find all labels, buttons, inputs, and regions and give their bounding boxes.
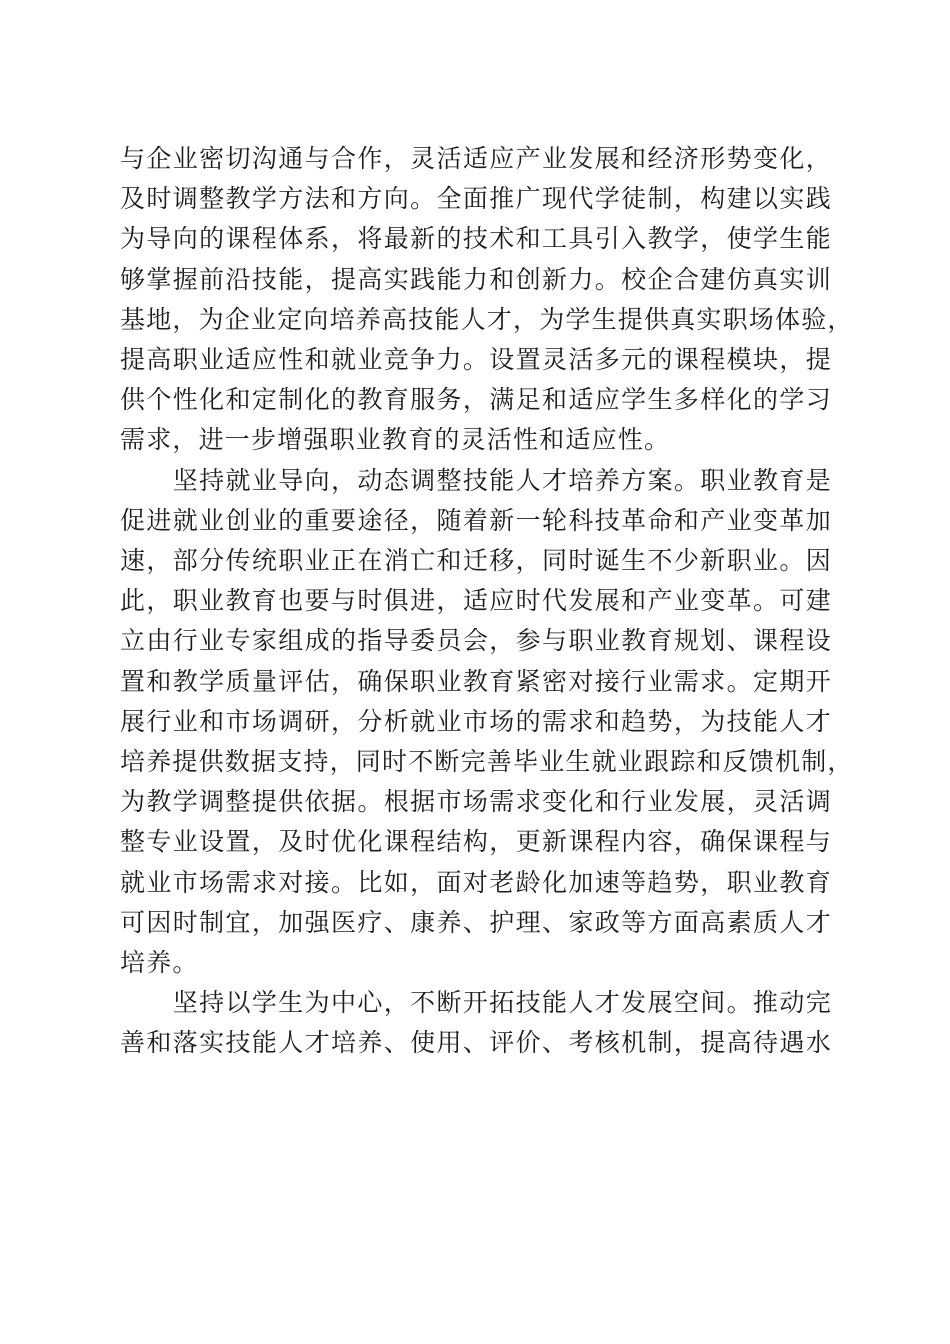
text-line: 培养。 [120, 948, 199, 978]
text-line: 坚持以学生为中心，不断开拓技能人才发展空间。推动完 [120, 988, 832, 1018]
text-line: 供个性化和定制化的教育服务，满足和适应学生多样化的学习 [120, 385, 832, 415]
paragraph-3 [120, 983, 832, 1063]
text-line: 立由行业专家组成的指导委员会，参与职业教育规划、课程设 [120, 626, 832, 656]
text-line: 可因时制宜，加强医疗、康养、护理、家政等方面高素质人才 [120, 907, 832, 937]
text-line: 整专业设置，及时优化课程结构，更新课程内容，确保课程与 [120, 827, 832, 857]
text-line: 基地，为企业定向培养高技能人才，为学生提供真实职场体验， [120, 304, 854, 334]
text-line: 促进就业创业的重要途径，随着新一轮科技革命和产业变革加 [120, 505, 832, 535]
paragraph-2 [120, 461, 854, 984]
document-body [120, 139, 854, 1064]
text-line: 为导向的课程体系，将最新的技术和工具引入教学，使学生能 [120, 224, 832, 254]
text-line: 就业市场需求对接。比如，面对老龄化加速等趋势，职业教育 [120, 867, 832, 897]
text-line: 够掌握前沿技能，提高实践能力和创新力。校企合建仿真实训 [120, 264, 832, 294]
text-line: 培养提供数据支持，同时不断完善毕业生就业跟踪和反馈机制， [120, 747, 854, 777]
text-line: 展行业和市场调研，分析就业市场的需求和趋势，为技能人才 [120, 706, 832, 736]
text-line: 与企业密切沟通与合作，灵活适应产业发展和经济形势变化， [120, 144, 832, 173]
text-line: 置和教学质量评估，确保职业教育紧密对接行业需求。定期开 [120, 666, 832, 696]
text-line: 需求，进一步增强职业教育的灵活性和适应性。 [120, 425, 671, 455]
text-line: 为教学调整提供依据。根据市场需求变化和行业发展，灵活调 [120, 787, 832, 817]
paragraph-1 [120, 139, 854, 461]
text-line: 坚持就业导向，动态调整技能人才培养方案。职业教育是 [120, 465, 832, 495]
text-line: 速，部分传统职业正在消亡和迁移，同时诞生不少新职业。因 [120, 546, 832, 576]
text-line: 提高职业适应性和就业竞争力。设置灵活多元的课程模块，提 [120, 345, 832, 375]
text-line: 及时调整教学方法和方向。全面推广现代学徒制，构建以实践 [120, 184, 832, 214]
text-line: 善和落实技能人才培养、使用、评价、考核机制，提高待遇水 [120, 1028, 832, 1058]
text-line: 此，职业教育也要与时俱进，适应时代发展和产业变革。可建 [120, 586, 832, 616]
